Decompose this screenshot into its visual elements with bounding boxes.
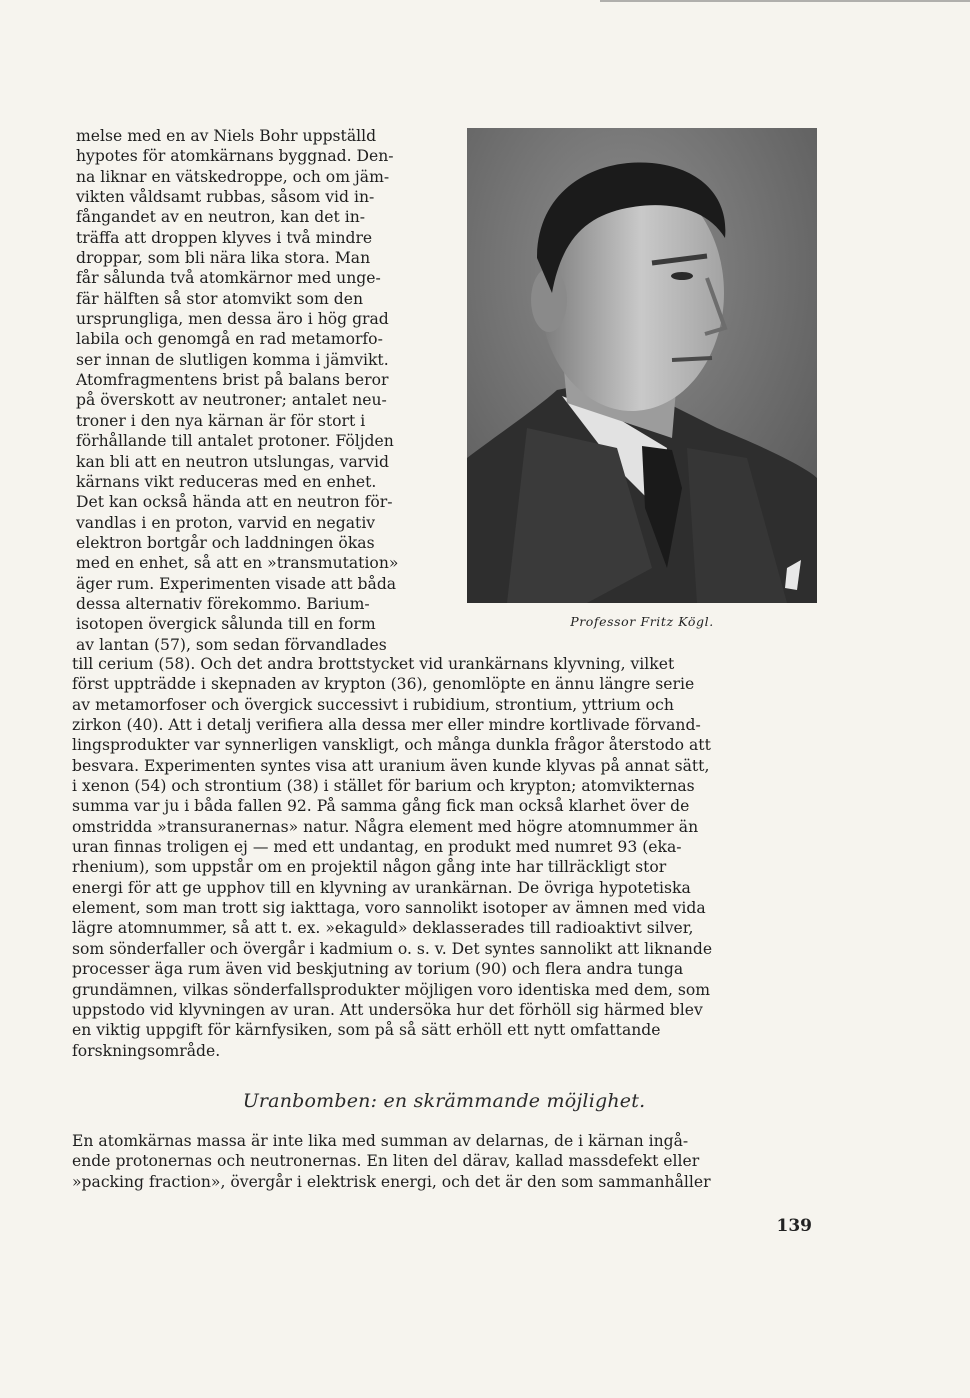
text-line: ende protonernas och neutronernas. En liten del därav, kallad massdefekt eller [72,1152,700,1171]
text-line: melse med en av Niels Bohr uppställd [76,127,377,145]
text-line: uppstodo vid klyvningen av uran. Att undersöka hur det förhöll sig härmed blev [72,1000,703,1019]
text-line: av metamorfoser och övergick successivt i rubidium, strontium, yttrium och [72,695,674,714]
text-line: på överskott av neutroner; antalet neu- [76,391,387,410]
section-paragraph [72,1131,816,1192]
text-line: lingsprodukter var synnerligen vanskligt, och många dunkla frågor återstodo att [72,736,711,755]
portrait-illustration [467,128,817,603]
text-line: vandlas i en proton, varvid en negativ [76,513,376,532]
text-line: i xenon (54) och strontium (38) i stället för barium och krypton; atomvikternas [72,777,695,796]
text-line: hypotes för atomkärnans byggnad. Den- [76,147,394,166]
photo-caption: Professor Fritz Kögl. [570,614,714,629]
text-line: först uppträdde i skepnaden av krypton (36), genomlöpte en ännu längre serie [72,675,695,694]
text-line: förhållande till antalet protoner. Följden [76,432,394,451]
text-line: en viktig uppgift för kärnfysiken, som på så sätt erhöll ett nytt omfattande [72,1021,661,1040]
text-line: Atomfragmentens brist på balans beror [76,371,389,390]
text-line: fär hälften så stor atomvikt som den [76,289,363,308]
text-line: uran finnas troligen ej — med ett undantag, en produkt med numret 93 (eka- [72,838,682,857]
text-line: dessa alternativ förekommo. Barium- [76,594,370,613]
full-width-paragraph [72,654,816,1061]
text-line: isotopen övergick sålunda till en form [76,615,376,634]
text-line: som sönderfaller och övergår i kadmium o. s. v. Det syntes sannolikt att liknande [72,939,713,958]
text-line: lägre atomnummer, så att t. ex. »ekaguld» deklasserades till radioaktivt silver, [72,919,694,938]
text-line: ser innan de slutligen komma i jämvikt. [76,350,389,369]
text-line: vikten våldsamt rubbas, såsom vid in- [76,188,375,207]
text-line: rhenium), som uppstår om en projektil någon gång inte har tillräckligt stor [72,858,667,877]
text-line: energi för att ge upphov till en klyvning av urankärnan. De övriga hypotetiska [72,878,691,897]
text-line: fångandet av en neutron, kan det in- [76,208,366,227]
text-line: elektron bortgår och laddningen ökas [76,533,375,552]
portrait-photo [467,128,817,603]
column-paragraph [76,126,434,655]
text-line: träffa att droppen klyves i två mindre [76,228,373,247]
text-line: ursprungliga, men dessa äro i hög grad [76,310,389,329]
text-line: Det kan också hända att en neutron för- [76,493,393,512]
text-line: zirkon (40). Att i detalj verifiera alla dessa mer eller mindre kortlivade förvand- [72,716,701,735]
text-line: na liknar en vätskedroppe, och om jäm- [76,167,390,186]
text-line: av lantan (57), som sedan förvandlades [76,635,387,654]
text-line: med en enhet, så att en »transmutation» [76,554,399,573]
text-line: summa var ju i båda fallen 92. På samma gång fick man också klarhet över de [72,797,690,816]
text-line: processer äga rum även vid beskjutning av torium (90) och flera andra tunga [72,960,684,979]
text-line: besvara. Experimenten syntes visa att uranium även kunde klyvas på annat sätt, [72,756,710,775]
text-line: labila och genomgå en rad metamorfo- [76,330,383,349]
text-line: »packing fraction», övergår i elektrisk energi, och det är den som sammanhåller [72,1172,711,1191]
text-line: till cerium (58). Och det andra brottstycket vid urankärnans klyvning, vilket [72,655,675,673]
section-heading: Uranbomben: en skrämmande möjlighet. [242,1090,646,1112]
text-line: troner i den nya kärnan är för stort i [76,411,366,430]
text-line: forskningsområde. [72,1041,221,1060]
text-line: omstridda »transuranernas» natur. Några element med högre atomnummer än [72,817,699,836]
text-line: kärnans vikt reduceras med en enhet. [76,472,377,491]
text-line: En atomkärnas massa är inte lika med summan av delarnas, de i kärnan ingå- [72,1132,689,1150]
text-line: element, som man trott sig iakttaga, voro sannolikt isotoper av ämnen med vida [72,899,706,918]
text-line: äger rum. Experimenten visade att båda [76,574,397,593]
text-line: kan bli att en neutron utslungas, varvid [76,452,390,471]
page-number: 139 [776,1216,812,1236]
text-line: får sålunda två atomkärnor med unge- [76,269,381,288]
top-edge-rule [600,0,970,2]
text-line: droppar, som bli nära lika stora. Man [76,249,371,268]
text-line: grundämnen, vilkas sönderfallsprodukter möjligen voro identiska med dem, som [72,980,711,999]
